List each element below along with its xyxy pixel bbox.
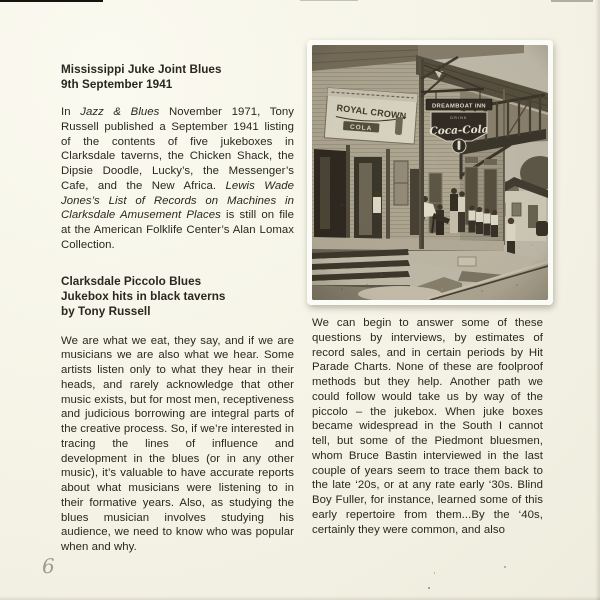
heading-byline: by Tony Russell: [61, 304, 151, 318]
page-number: 6: [41, 553, 56, 579]
text-segment: is still on file at the American Folklife Center’s Alan Lomax Collection.: [61, 209, 295, 251]
italic-text-segment: Lewis Wade Jones’s List of Records on Machines in Clarksdale Amusement Places: [61, 179, 294, 222]
heading-subtitle: Jukebox hits in black taverns: [61, 289, 226, 303]
photo-print-border: [307, 40, 553, 305]
paragraph-jukebox-listing: [61, 105, 294, 253]
text-segment: November 1971, Tony Russell published a September 1941 listing of the contents of five jukeboxes in Clarksdale taverns, the Chicken Shack, the Dipsie Doodle, Lucky’s, the Messenger’s Cafe, and the New Africa.: [61, 106, 294, 192]
juke-joint-photo: [312, 45, 548, 300]
scan-edge-shadow: [0, 596, 600, 600]
italic-text-segment: Jazz & Blues: [80, 106, 160, 118]
article-heading-1: [61, 62, 294, 92]
article-heading-2: [61, 274, 294, 319]
scan-edge-mark: [0, 0, 103, 2]
sepia-cast: [312, 45, 548, 300]
text-segment: In: [61, 106, 81, 118]
scan-edge-mark: [551, 0, 593, 2]
heading-date: 9th September 1941: [61, 78, 173, 91]
heading-title-2: Clarksdale Piccolo Blues: [61, 274, 202, 288]
paragraph-we-can-begin: We can begin to answer some of these questions by interviews, by estimates of record sales, and in certain periods by Hit Parade Charts. None of these are foolproof methods but they help. Another path we could follow would take us by way of the piccolo – the jukebox. When juke boxes became widespread in the South I cannot tell, but some of the Piedmont bluesmen, whom Bruce Bastin interviewed in the last couple of years seem to trace them back to the late ‘20s, or at any rate early ‘30s. Blind Boy Fuller, for instance, learned some of this early repertoire from them...By the ‘40s, certainly they were common, and also: [312, 317, 543, 536]
right-text-column: [312, 316, 543, 537]
scan-edge-mark: [300, 0, 358, 1]
scan-edge-shadow: [595, 0, 600, 600]
left-text-column: [61, 62, 294, 555]
heading-title: Mississippi Juke Joint Blues: [61, 63, 222, 76]
scan-speck: [504, 566, 506, 568]
paragraph-we-are-what-we-eat: We are what we eat, they say, and if we are musicians we are also what we hear. Some artists listen only to what they hear in their heads, and rarely acknowledge that other music exists, but for most men, receptiveness and judicious borrowing are integral parts of the creative process. So, if we’re interested in tracing the lines of influence and development in the blues (or in any other music), it’s valuable to have accurate reports about what musicians were listening to in their formative years. Also, as studying the blues musician involves studying his audience, we need to know who was popular when and why.: [61, 334, 294, 553]
scan-speck: [428, 587, 430, 589]
juke-joint-photo-illustration: [312, 45, 548, 300]
scan-speck: [434, 572, 435, 574]
